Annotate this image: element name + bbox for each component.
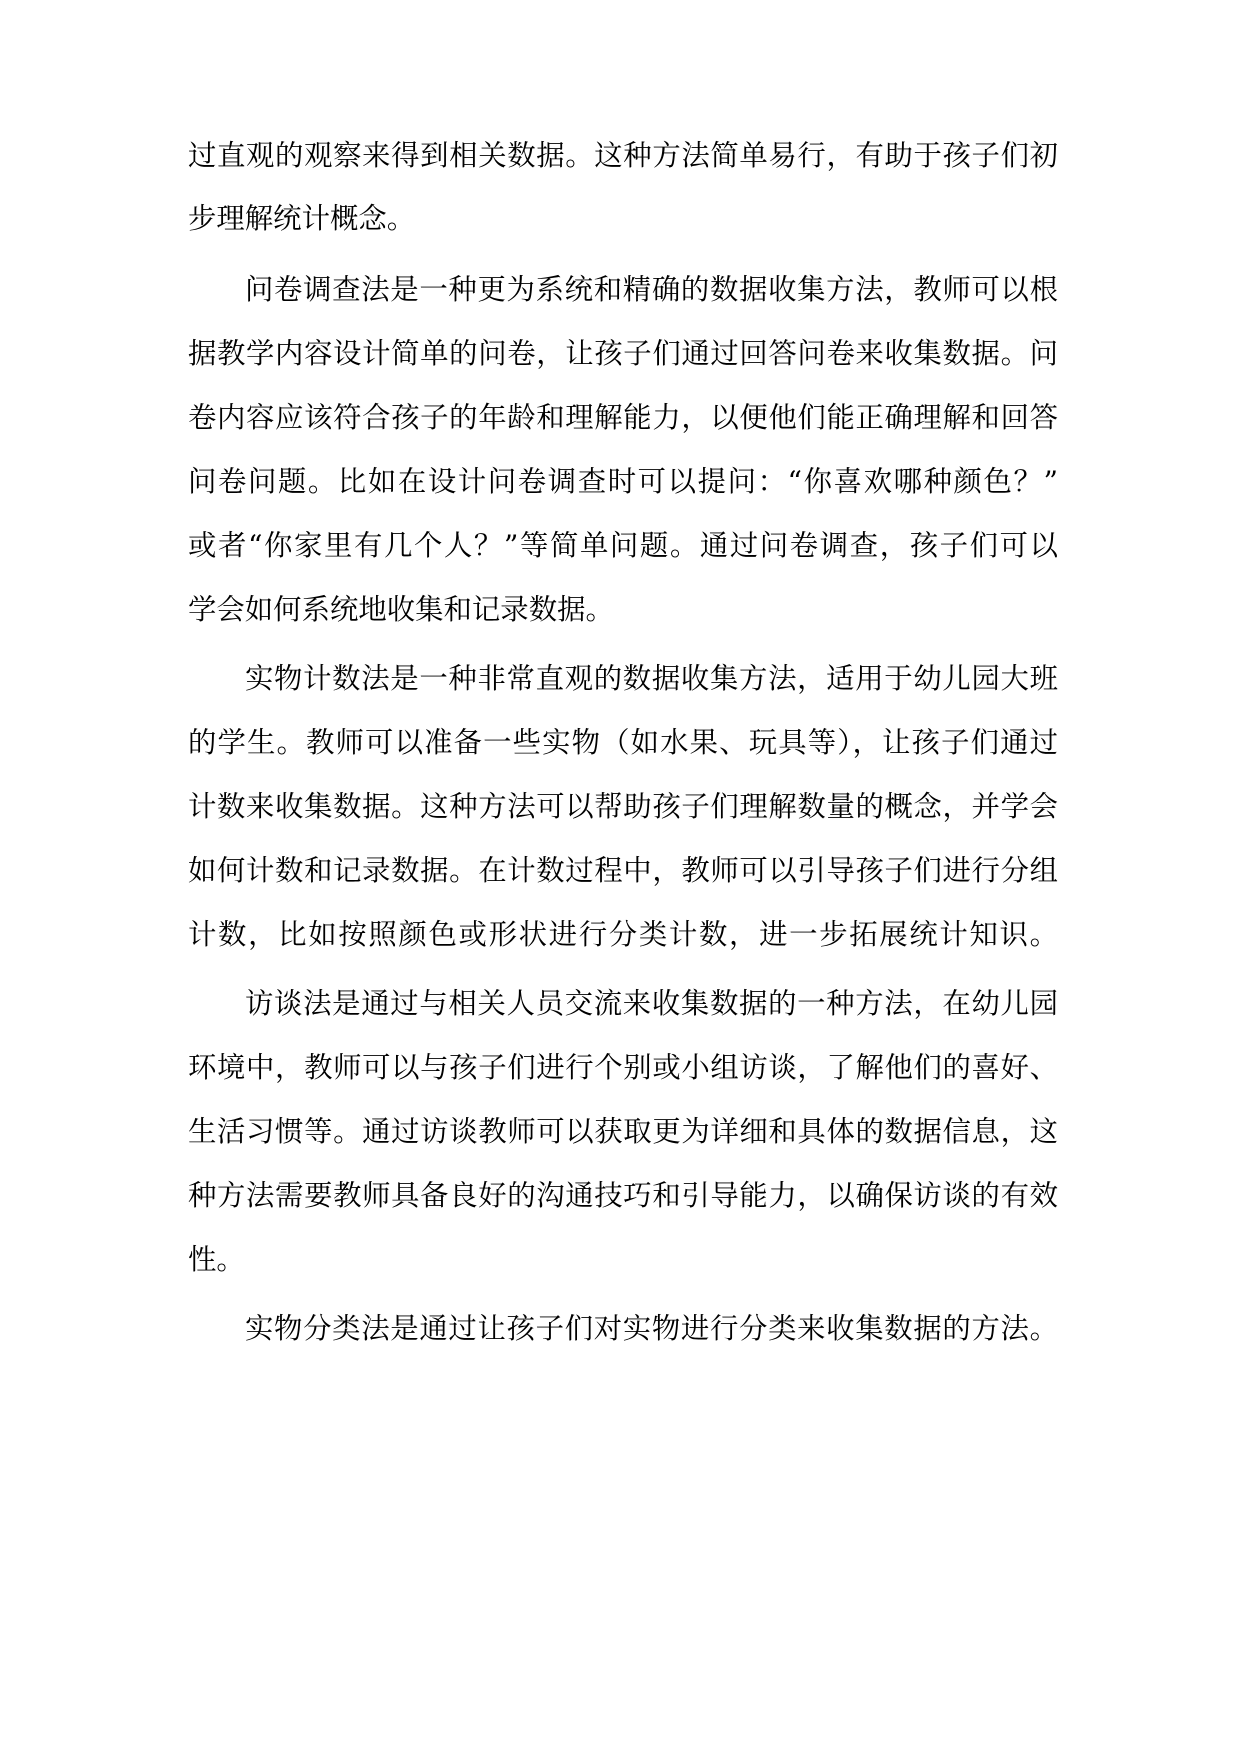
paragraph-first-line: 实物计数法是一种非常直观的数据收集方法，适用于幼儿园大班: [245, 662, 1058, 695]
paragraph-first-line: 访谈法是通过与相关人员交流来收集数据的一种方法，在幼儿园: [245, 987, 1058, 1020]
text-line: 计数来收集数据。这种方法可以帮助孩子们理解数量的概念，并学会: [188, 790, 1058, 823]
text-line: 学会如何系统地收集和记录数据。: [188, 593, 614, 626]
text-line: 环境中，教师可以与孩子们进行个别或小组访谈，了解他们的喜好、: [188, 1051, 1058, 1084]
text-line: 如何计数和记录数据。在计数过程中，教师可以引导孩子们进行分组: [188, 854, 1058, 887]
paragraph-first-line: 实物分类法是通过让孩子们对实物进行分类来收集数据的方法。: [245, 1312, 1058, 1345]
text-line: 或者“你家里有几个人？”等简单问题。通过问卷调查，孩子们可以: [188, 529, 1058, 562]
text-line: 过直观的观察来得到相关数据。这种方法简单易行，有助于孩子们初: [188, 139, 1058, 172]
text-line: 性。: [188, 1243, 245, 1276]
text-line: 生活习惯等。通过访谈教师可以获取更为详细和具体的数据信息，这: [188, 1115, 1058, 1148]
text-line: 卷内容应该符合孩子的年龄和理解能力，以便他们能正确理解和回答: [188, 401, 1058, 434]
text-line: 种方法需要教师具备良好的沟通技巧和引导能力，以确保访谈的有效: [188, 1179, 1058, 1212]
text-line: 据教学内容设计简单的问卷，让孩子们通过回答问卷来收集数据。问: [188, 337, 1058, 370]
paragraph-first-line: 问卷调查法是一种更为系统和精确的数据收集方法，教师可以根: [245, 273, 1058, 306]
text-line: 问卷问题。比如在设计问卷调查时可以提问：“你喜欢哪种颜色？”: [188, 465, 1058, 498]
text-line: 步理解统计概念。: [188, 202, 416, 235]
text-line: 的学生。教师可以准备一些实物（如水果、玩具等），让孩子们通过: [188, 726, 1058, 759]
text-line: 计数，比如按照颜色或形状进行分类计数，进一步拓展统计知识。: [188, 918, 1058, 951]
